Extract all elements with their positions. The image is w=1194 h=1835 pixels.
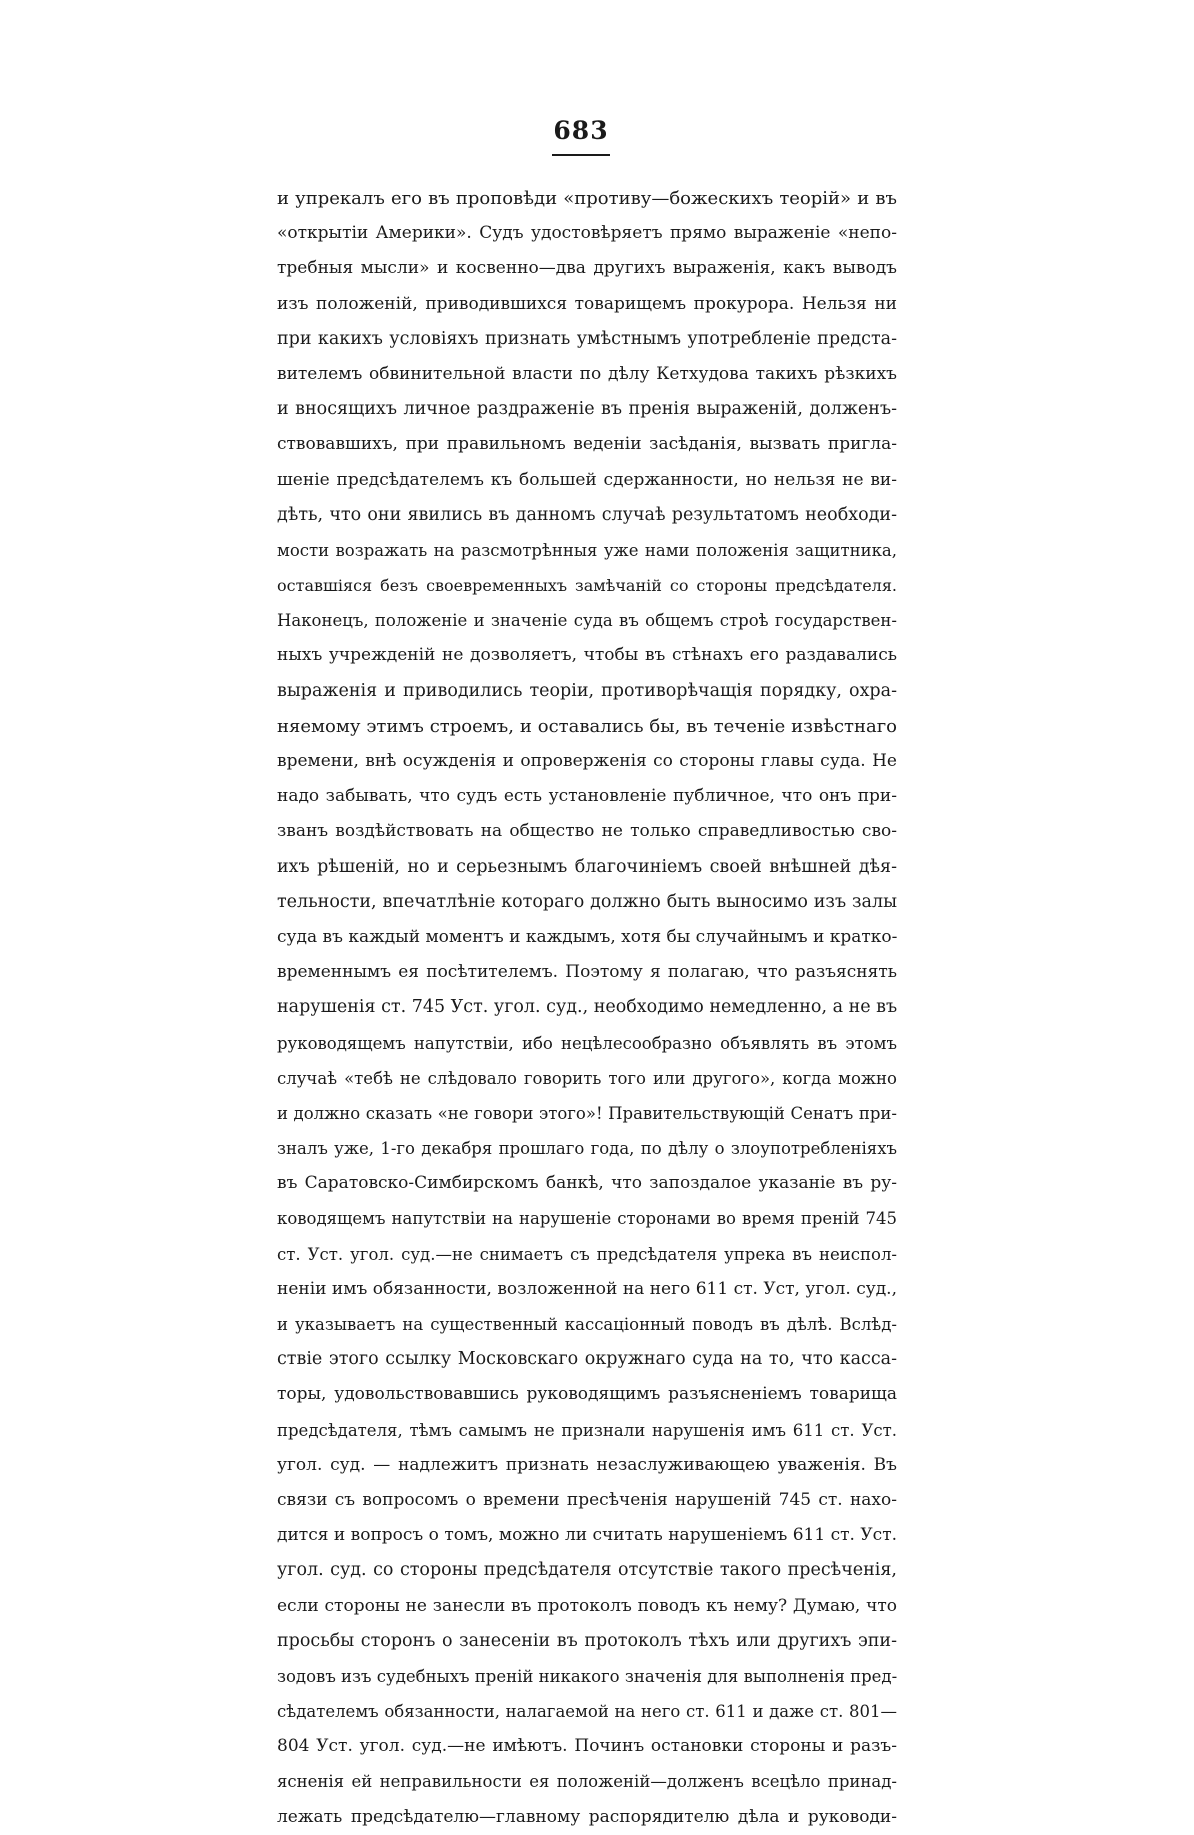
text-line: просьбы сторонъ о занесеніи въ протоколъ тѣхъ или другихъ эпи- — [277, 1630, 897, 1651]
text-line: надо забывать, что судъ есть установленіе публичное, что онъ при- — [277, 786, 897, 807]
text-line: ихъ рѣшеній, но и серьезнымъ благочиніемъ своей внѣшней дѣя- — [277, 856, 897, 877]
text-line: ствовавшихъ, при правильномъ веденіи засѣданія, вызвать пригла- — [277, 434, 897, 455]
text-line: лежать предсѣдателю—главному распорядителю дѣла и руководи- — [277, 1806, 897, 1827]
text-line: зодовъ изъ судебныхъ преній никакого значенія для выполненія пред- — [277, 1666, 897, 1686]
text-line: торы, удовольствовавшись руководящимъ разъясненіемъ товарища — [277, 1384, 897, 1405]
text-line: неніи имъ обязанности, возложенной на него 611 ст. Уст, угол. суд., — [277, 1278, 897, 1299]
text-line: няемому этимъ строемъ, и оставались бы, въ теченіе извѣстнаго — [277, 715, 897, 737]
text-line: угол. суд. — надлежитъ признать незаслуживающею уваженія. Въ — [277, 1454, 897, 1475]
text-line: званъ воздѣйствовать на общество не только справедливостью сво- — [277, 821, 897, 842]
text-line: сѣдателемъ обязанности, налагаемой на него ст. 611 и даже ст. 801— — [277, 1702, 897, 1722]
text-line: угол. суд. со стороны предсѣдателя отсутствіе такого пресѣченія, — [277, 1560, 897, 1581]
text-line: при какихъ условіяхъ признать умѣстнымъ употребленіе предста- — [277, 328, 897, 349]
text-line: шеніе предсѣдателемъ къ большей сдержанности, но нельзя не ви- — [277, 469, 897, 490]
page-number-rule — [552, 154, 610, 156]
text-line: руководящемъ напутствіи, ибо нецѣлесообразно объявлять въ этомъ — [277, 1033, 897, 1053]
text-line: въ Саратовско-Симбирскомъ банкѣ, что запоздалое указаніе въ ру- — [277, 1173, 897, 1194]
text-line: случаѣ «тебѣ не слѣдовало говорить того или другого», когда можно — [277, 1068, 897, 1088]
text-line: и указываетъ на существенный кассаціонный поводъ въ дѣлѣ. Вслѣд- — [277, 1315, 897, 1334]
text-line: мости возражать на разсмотрѣнныя уже нами положенія защитника, — [277, 540, 897, 560]
text-line: Наконецъ, положеніе и значеніе суда въ общемъ строѣ государствен- — [277, 611, 897, 631]
text-line: и вносящихъ личное раздраженіе въ пренія выраженій, долженъ- — [277, 399, 897, 420]
text-line: связи съ вопросомъ о времени пресѣченія нарушеній 745 ст. нахо- — [277, 1489, 897, 1510]
text-line: ководящемъ напутствіи на нарушеніе сторонами во время преній 745 — [277, 1209, 897, 1229]
text-line: временнымъ ея посѣтителемъ. Поэтому я полагаю, что разъяснять — [277, 962, 897, 983]
text-line: предсѣдателя, тѣмъ самымъ не признали нарушенія имъ 611 ст. Уст. — [277, 1420, 897, 1440]
text-line: 804 Уст. угол. суд.—не имѣютъ. Починъ остановки стороны и разъ- — [277, 1736, 897, 1757]
text-line: если стороны не занесли въ протоколъ поводъ къ нему? Думаю, что — [277, 1595, 897, 1616]
text-line: нарушенія ст. 745 Уст. угол. суд., необходимо немедленно, а не въ — [277, 997, 897, 1018]
text-line: суда въ каждый моментъ и каждымъ, хотя бы случайнымъ и кратко- — [277, 926, 897, 947]
text-line: изъ положеній, приводившихся товарищемъ прокурора. Нельзя ни — [277, 293, 897, 314]
page-number: 683 — [553, 116, 609, 145]
text-line: ясненія ей неправильности ея положеній—долженъ всецѣло принад- — [277, 1772, 897, 1792]
text-line: времени, внѣ осужденія и опроверженія со стороны главы суда. Не — [277, 751, 897, 771]
text-line: выраженія и приводились теоріи, противорѣчащія порядку, охра- — [277, 680, 897, 701]
text-line: требныя мысли» и косвенно—два другихъ выраженія, какъ выводъ — [277, 258, 897, 279]
text-line: ст. Уст. угол. суд.—не снимаетъ съ предсѣдателя упрека въ неиспол- — [277, 1244, 897, 1264]
text-line: и должно сказать «не говори этого»! Правительствующій Сенатъ при- — [277, 1103, 897, 1123]
text-line: вителемъ обвинительной власти по дѣлу Кетхудова такихъ рѣзкихъ — [277, 363, 897, 384]
text-line: оставшіяся безъ своевременныхъ замѣчаній со стороны предсѣдателя. — [277, 576, 897, 596]
text-line: ствіе этого ссылку Московскаго окружнаго суда на то, что касса- — [277, 1349, 897, 1370]
text-line: «открытіи Америки». Судъ удостовѣряетъ прямо выраженіе «непо- — [277, 223, 897, 244]
text-line: дится и вопросъ о томъ, можно ли считать нарушеніемъ 611 ст. Уст. — [277, 1525, 897, 1546]
text-line: ныхъ учрежденій не дозволяетъ, чтобы въ стѣнахъ его раздавались — [277, 645, 897, 666]
text-line: и упрекалъ его въ проповѣди «противу—божескихъ теорій» и въ — [277, 188, 897, 209]
body-text — [277, 181, 897, 1835]
text-line: тельности, впечатлѣніе котораго должно быть выносимо изъ залы — [277, 891, 897, 912]
text-line: зналъ уже, 1-го декабря прошлаго года, по дѣлу о злоупотребленіяхъ — [277, 1139, 897, 1159]
text-line: дѣть, что они явились въ данномъ случаѣ результатомъ необходи- — [277, 504, 897, 525]
